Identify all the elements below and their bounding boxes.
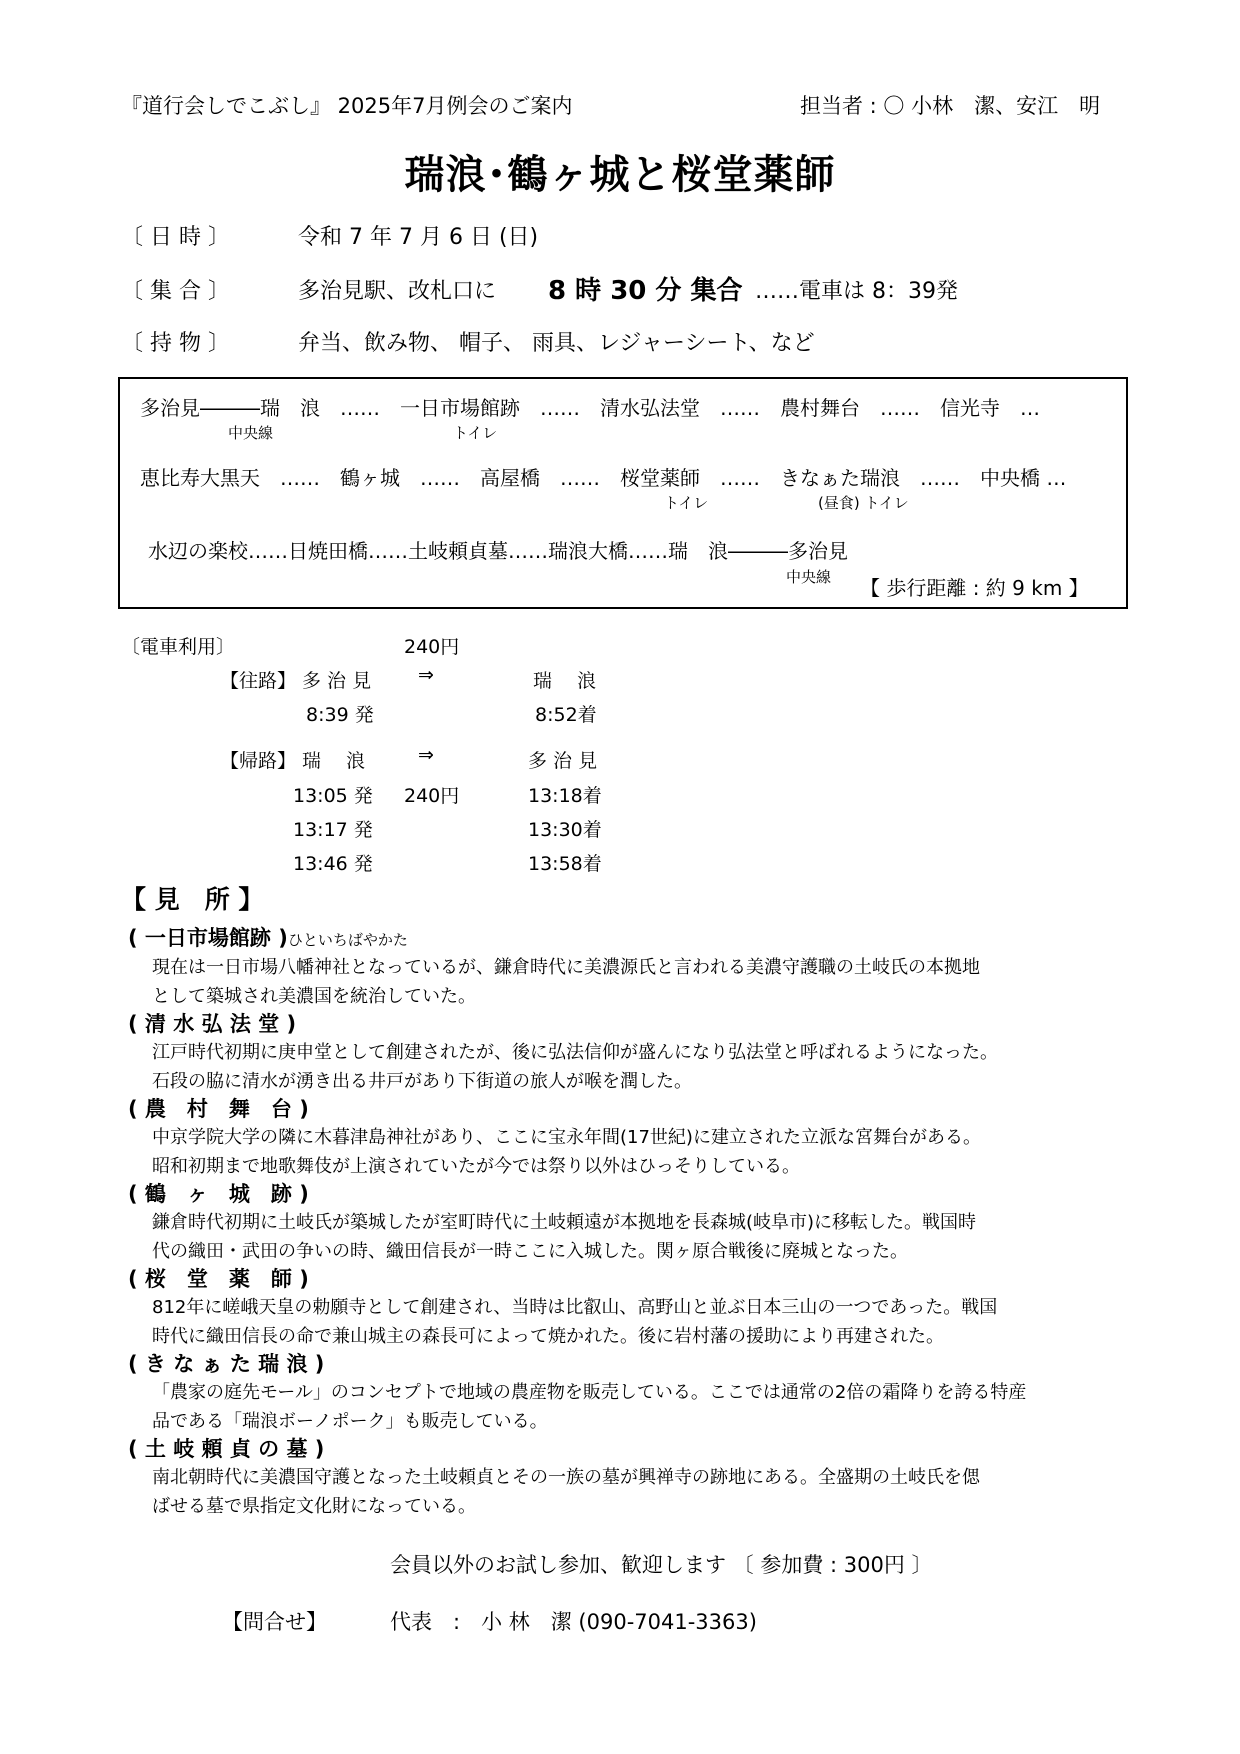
header-left: 『道行会しでこぶし』 2025年7月例会のご案内 [121,94,573,118]
return-dep-1: 13:05 発 [293,785,373,807]
outbound-arr: 8:52着 [535,704,597,726]
sight-name: ( 農 村 舞 台 ) [128,1097,309,1121]
return-dep-3: 13:46 発 [293,853,373,875]
outbound-to: 瑞 浪 [533,670,597,692]
train-fare: 240円 [404,636,460,658]
return-fare: 240円 [404,785,460,807]
sight-text: 品である「瑞浪ボーノポーク」も販売している。 [152,1411,548,1432]
page-title: 瑞浪･鶴ヶ城と桜堂薬師 [404,152,836,198]
trial-welcome: 会員以外のお試し参加、歓迎します 〔 参加費 : 300円 〕 [390,1553,933,1577]
sight-name: ( 一日市場館跡 ) [128,926,288,950]
outbound-label: 【往路】 [220,670,297,692]
return-arr-1: 13:18着 [528,785,602,807]
sight-text: 江戸時代初期に庚申堂として創建されたが、後に弘法信仰が盛んになり弘法堂と呼ばれるようになった。 [152,1042,998,1063]
items-label: 〔 持 物 〕 [121,331,230,356]
return-to: 多 治 見 [528,750,598,772]
return-from: 瑞 浪 [302,750,366,772]
items-value: 弁当、飲み物、 帽子、 雨具、レジャーシート、など [298,331,815,356]
sight-name: ( 桜 堂 薬 師 ) [128,1267,309,1291]
sight-text: ばせる墓で県指定文化財になっている。 [152,1496,476,1517]
sight-text: 現在は一日市場八幡神社となっているが、鎌倉時代に美濃源氏と言われる美濃守護職の土岐氏の本拠地 [152,957,980,978]
route-sub-toilet-2: トイレ [664,494,709,512]
route-sub-chuo-2: 中央線 [786,568,832,586]
train-label: 〔電車利用〕 [121,636,236,658]
header-right: 担当者 : 〇 小林 潔、安江 明 [800,94,1101,118]
sight-text: 昭和初期まで地歌舞伎が上演されていたが今では祭り以外はひっそりしている。 [152,1156,800,1177]
meet-time: 8 時 30 分 集合 [548,276,743,306]
return-arr-2: 13:30着 [528,819,602,841]
sight-name: ( 鶴 ヶ 城 跡 ) [128,1182,309,1206]
sight-text: 南北朝時代に美濃国守護となった土岐頼貞とその一族の墓が興禅寺の跡地にある。全盛期の土岐氏を偲 [152,1467,980,1488]
sight-text: として築城され美濃国を統治していた。 [152,986,476,1007]
sight-heading [128,922,408,952]
sight-text: 代の織田・武田の争いの時、織田信長が一時ここに入城した。関ヶ原合戦後に廃城となった。 [152,1241,908,1262]
sights-title: 【 見 所 】 [121,885,264,914]
sight-text: 中京学院大学の隣に木暮津島神社があり、ここに宝永年間(17世紀)に建立された立派な宮舞台がある。 [152,1127,981,1148]
date-label: 〔 日 時 〕 [121,225,230,250]
return-arrow: ⇒ [418,744,434,766]
sight-name: ( き な ぁ た 瑞 浪 ) [128,1352,325,1376]
return-arr-3: 13:58着 [528,853,602,875]
contact-value: 代表 : 小 林 潔 (090-7041-3363) [390,1610,757,1634]
outbound-arrow: ⇒ [418,664,434,686]
walking-distance: 【 歩行距離 : 約 9 km 】 [860,576,1089,600]
date-value: 令和 7 年 7 月 6 日 (日) [298,225,539,250]
outbound-dep: 8:39 発 [306,704,374,726]
route-sub-lunch: (昼食) トイレ [818,494,909,512]
return-label: 【帰路】 [220,750,297,772]
contact-label: 【問合せ】 [222,1610,327,1634]
meet-label: 〔 集 合 〕 [121,279,230,304]
meet-text: 多治見駅、改札口に [298,279,497,304]
outbound-from: 多 治 見 [302,670,372,692]
route-sub-chuo-1: 中央線 [228,424,274,442]
sight-text: 812年に嵯峨天皇の勅願寺として創建され、当時は比叡山、高野山と並ぶ日本三山の一つであった。戦国 [152,1297,998,1318]
sight-text: 「農家の庭先モール」のコンセプトで地域の農産物を販売している。ここでは通常の2倍の霜降りを誇る特産 [152,1382,1027,1403]
sight-name: ( 清 水 弘 法 堂 ) [128,1012,297,1036]
route-line-3: 水辺の楽校……日焼田橋……土岐頼貞墓……瑞浪大橋……瑞 浪―――多治見 [148,539,848,563]
train-note: ……電車は 8：39発 [755,279,958,304]
return-dep-2: 13:17 発 [293,819,373,841]
sight-name: ( 土 岐 頼 貞 の 墓 ) [128,1437,325,1461]
sight-reading: ひといちばやかた [287,931,408,949]
sight-text: 鎌倉時代初期に土岐氏が築城したが室町時代に土岐頼遠が本拠地を長森城(岐阜市)に移転した。戦国時 [152,1212,977,1233]
route-line-2: 恵比寿大黒天 …… 鶴ヶ城 …… 高屋橋 …… 桜堂薬師 …… きなぁた瑞浪 …… 中央橋 … [140,466,1067,490]
sight-text: 石段の脇に清水が湧き出る井戸があり下街道の旅人が喉を潤した。 [152,1071,692,1092]
route-line-1: 多治見―――瑞 浪 …… 一日市場館跡 …… 清水弘法堂 …… 農村舞台 …… 信光寺 … [140,396,1040,420]
sight-text: 時代に織田信長の命で兼山城主の森長可によって焼かれた。後に岩村藩の援助により再建された。 [152,1326,944,1347]
route-sub-toilet-1: トイレ [453,424,498,442]
